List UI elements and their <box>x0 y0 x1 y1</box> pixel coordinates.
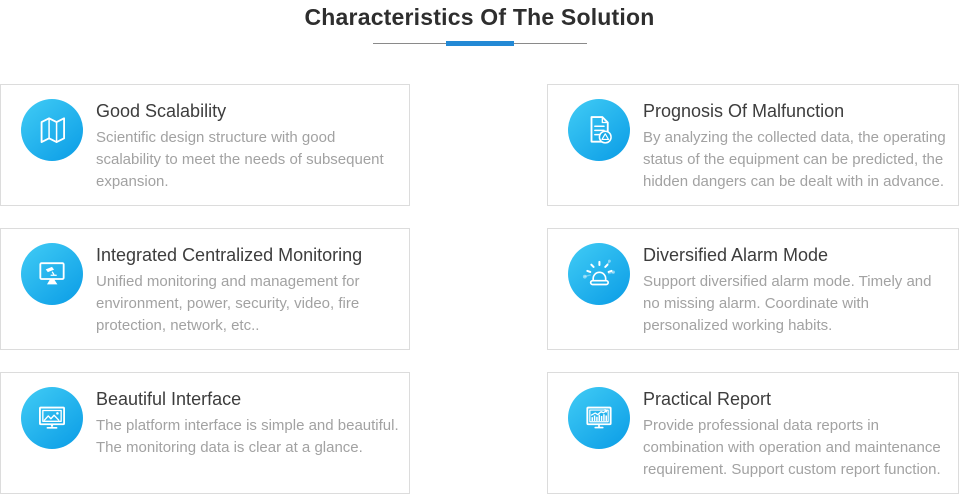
card-description: Unified monitoring and management for environment, power, security, video, fire protection, network, etc.. <box>96 273 360 334</box>
card-title: Diversified Alarm Mode <box>643 245 829 265</box>
monitor-camera-icon <box>21 243 83 305</box>
card-integrated-centralized-monitoring <box>0 228 410 350</box>
monitor-picture-icon <box>21 387 83 449</box>
underline-blue-segment <box>446 41 514 46</box>
title-underline <box>373 41 587 46</box>
card-description: Provide professional data reports in combination with operation and maintenance requirement. Support custom report function. <box>643 417 941 478</box>
card-description: The platform interface is simple and beautiful. The monitoring data is clear at a glance. <box>96 417 399 456</box>
card-title: Practical Report <box>643 389 772 409</box>
card-description: Support diversified alarm mode. Timely and no missing alarm. Coordinate with personalized working habits. <box>643 273 932 334</box>
card-beautiful-interface <box>0 372 410 494</box>
document-alert-icon <box>568 99 630 161</box>
card-description: Scientific design structure with good scalability to meet the needs of subsequent expansion. <box>96 129 384 190</box>
map-icon <box>21 99 83 161</box>
monitor-chart-icon <box>568 387 630 449</box>
page-title: Characteristics Of The Solution <box>304 4 655 30</box>
alarm-siren-icon <box>568 243 630 305</box>
card-title: Good Scalability <box>96 101 227 121</box>
card-practical-report <box>547 372 959 494</box>
card-description: By analyzing the collected data, the operating status of the equipment can be predicted, the hidden dangers can be dealt with in advance. <box>643 129 946 190</box>
card-title: Beautiful Interface <box>96 389 242 409</box>
card-title: Prognosis Of Malfunction <box>643 101 845 121</box>
feature-card-grid <box>0 84 959 494</box>
card-good-scalability <box>0 84 410 206</box>
card-prognosis-of-malfunction <box>547 84 959 206</box>
card-diversified-alarm-mode <box>547 228 959 350</box>
card-title: Integrated Centralized Monitoring <box>96 245 363 265</box>
